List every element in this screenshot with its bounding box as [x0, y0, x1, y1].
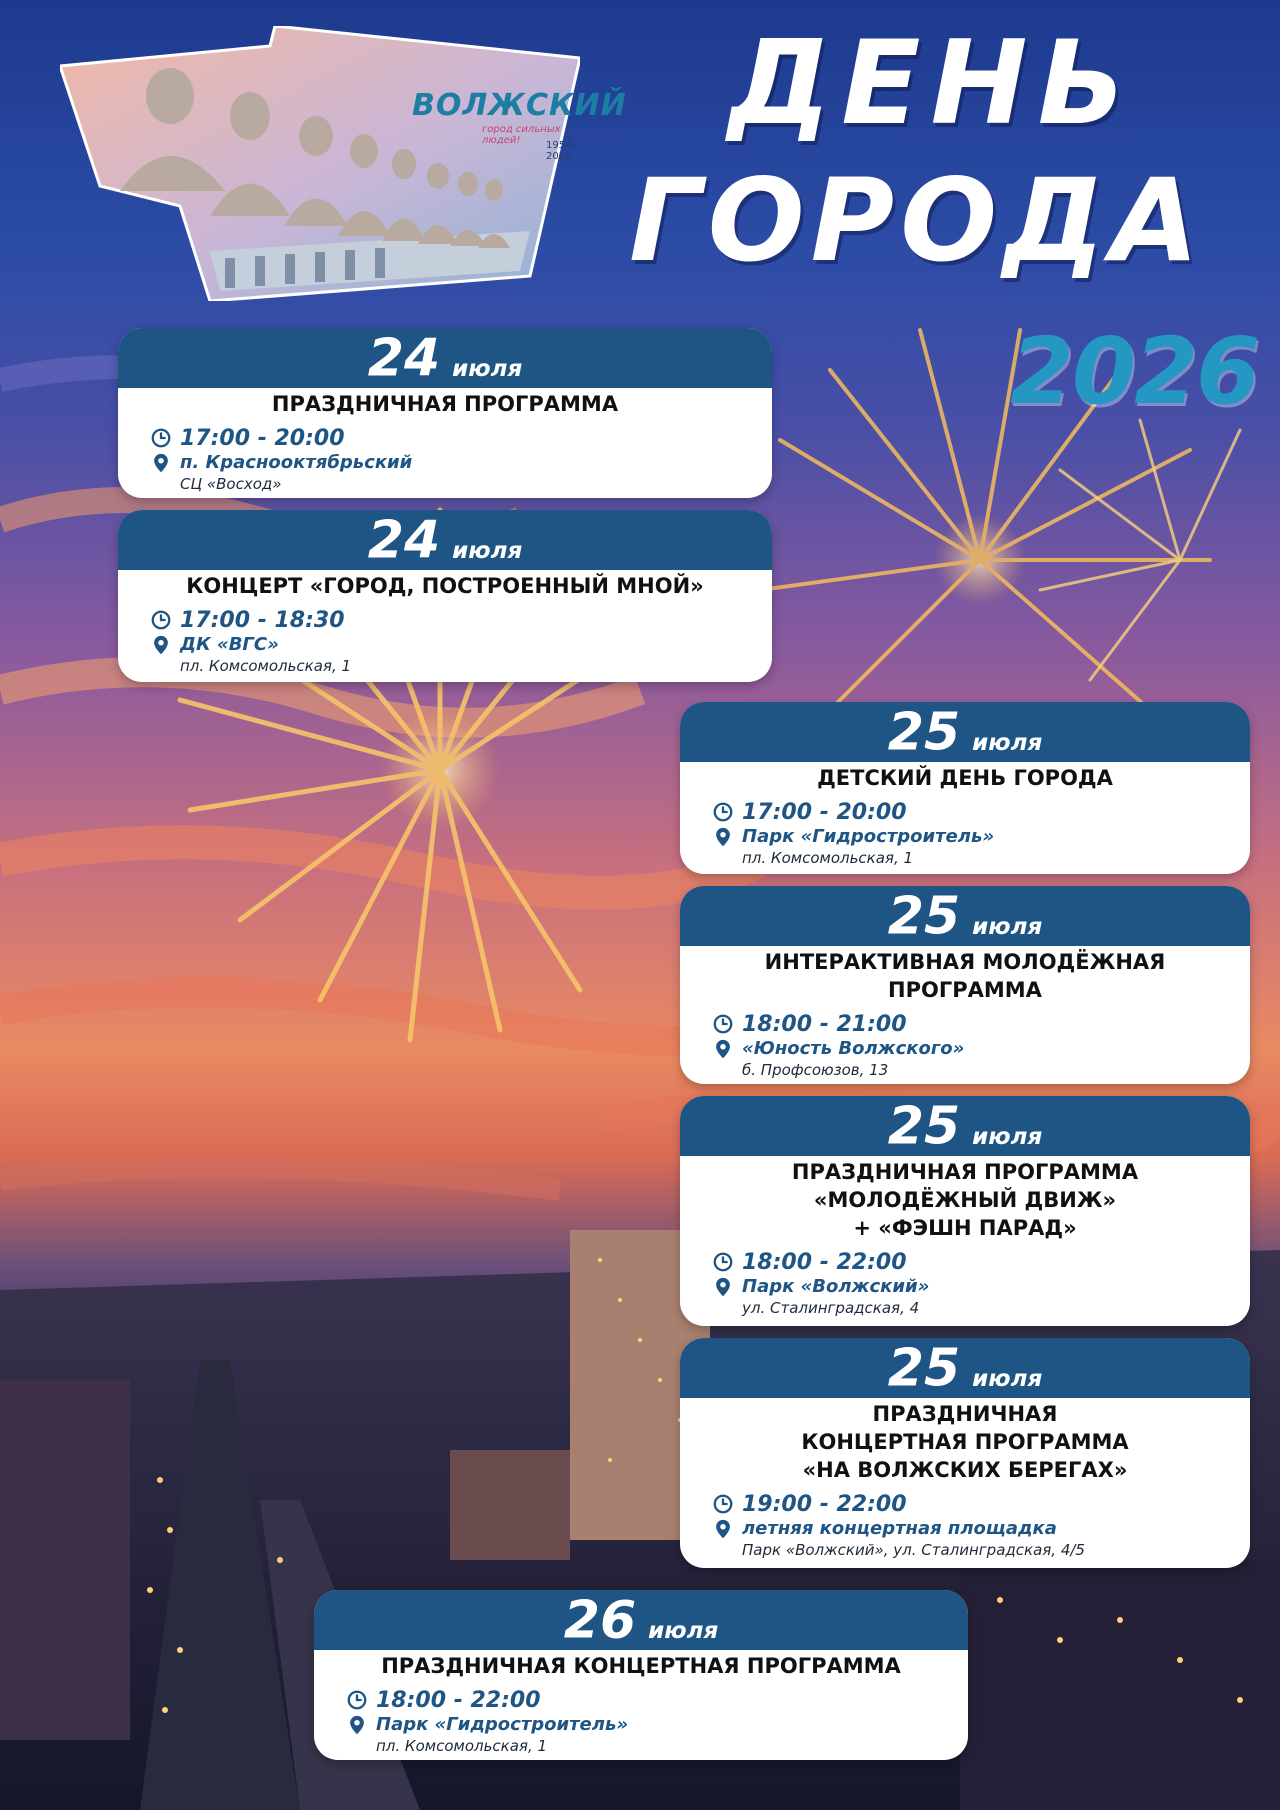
event-time: 19:00 - 22:00: [742, 1491, 907, 1517]
event-place: п. Краснооктябрьский: [180, 452, 413, 473]
event-address: ул. Сталинградская, 4: [742, 1299, 920, 1317]
event-title-line: «МОЛОДЁЖНЫЙ ДВИЖ»: [813, 1188, 1117, 1212]
event-date-header: [118, 510, 772, 570]
event-details: [118, 418, 772, 494]
event-place-row: [712, 826, 1250, 868]
event-month: июля: [972, 1365, 1043, 1392]
event-details: [680, 1004, 1250, 1080]
event-title-line: ИНТЕРАКТИВНАЯ МОЛОДЁЖНАЯ: [764, 950, 1166, 974]
event-title-line: ПРОГРАММА: [888, 978, 1042, 1002]
event-title-line: КОНЦЕРТНАЯ ПРОГРАММА: [801, 1430, 1129, 1454]
clock-icon: [712, 1251, 734, 1273]
event-place-row: [346, 1714, 968, 1756]
title-year: 2026: [1010, 318, 1259, 425]
event-card: [118, 510, 772, 682]
clock-icon: [346, 1689, 368, 1711]
event-day: 25: [887, 702, 961, 763]
event-address: пл. Комсомольская, 1: [376, 1737, 548, 1755]
event-time: 17:00 - 18:30: [180, 607, 345, 633]
event-details: [314, 1680, 968, 1756]
event-day: 26: [563, 1590, 637, 1651]
event-time-row: [712, 1010, 1250, 1038]
event-date-header: [680, 702, 1250, 762]
title-line-1: ДЕНЬ: [727, 16, 1137, 151]
event-time-row: [150, 606, 772, 634]
location-pin-icon: [346, 1714, 368, 1736]
event-time: 17:00 - 20:00: [180, 425, 345, 451]
event-month: июля: [972, 913, 1043, 940]
logo-slogan: город сильных людей!: [482, 124, 561, 146]
event-title-line: ПРАЗДНИЧНАЯ: [872, 1402, 1058, 1426]
event-place: Парк «Гидростроитель»: [376, 1714, 629, 1735]
clock-icon: [150, 427, 172, 449]
monument-illustration: [60, 26, 580, 301]
location-pin-icon: [712, 826, 734, 848]
event-address: пл. Комсомольская, 1: [180, 657, 352, 675]
event-title-line: ПРАЗДНИЧНАЯ ПРОГРАММА: [271, 392, 619, 416]
event-title-line: «НА ВОЛЖСКИХ БЕРЕГАХ»: [802, 1458, 1128, 1482]
event-month: июля: [648, 1617, 719, 1644]
event-day: 25: [887, 1096, 961, 1157]
event-date-header: [680, 886, 1250, 946]
event-address: б. Профсоюзов, 13: [742, 1061, 889, 1079]
event-place: ДК «ВГС»: [180, 634, 279, 655]
event-day: 24: [367, 328, 441, 389]
event-place-row: [712, 1518, 1250, 1560]
event-time: 18:00 - 22:00: [376, 1687, 541, 1713]
event-card: [680, 1096, 1250, 1326]
event-title-line: ДЕТСКИЙ ДЕНЬ ГОРОДА: [817, 766, 1113, 790]
event-time-row: [712, 1490, 1250, 1518]
event-place: «Юность Волжского»: [742, 1038, 965, 1059]
event-day: 25: [887, 886, 961, 947]
event-date-header: [680, 1338, 1250, 1398]
event-place: Парк «Гидростроитель»: [742, 826, 995, 847]
event-place-row: [712, 1038, 1250, 1080]
event-card: [680, 702, 1250, 874]
event-day: 25: [887, 1338, 961, 1399]
clock-icon: [150, 609, 172, 631]
location-pin-icon: [712, 1038, 734, 1060]
event-time: 18:00 - 21:00: [742, 1011, 907, 1037]
event-address: СЦ «Восход»: [180, 475, 282, 493]
event-date-header: [314, 1590, 968, 1650]
event-card: [314, 1590, 968, 1760]
event-time-row: [712, 1248, 1250, 1276]
event-time: 18:00 - 22:00: [742, 1249, 907, 1275]
event-date-header: [118, 328, 772, 388]
event-place: летняя концертная площадка: [742, 1518, 1057, 1539]
event-card: [680, 886, 1250, 1084]
event-address: Парк «Волжский», ул. Сталинградская, 4/5: [742, 1541, 1085, 1559]
event-title: [118, 570, 772, 600]
event-address: пл. Комсомольская, 1: [742, 849, 914, 867]
logo-years: 1954-2026: [546, 140, 576, 162]
event-title-line: ПРАЗДНИЧНАЯ ПРОГРАММА: [791, 1160, 1139, 1184]
event-place-row: [150, 452, 772, 494]
event-title: [680, 762, 1250, 792]
event-title: [680, 1398, 1250, 1484]
event-title: [118, 388, 772, 418]
city-logo-card: [60, 26, 627, 301]
event-month: июля: [452, 537, 523, 564]
page-title: [602, 16, 1262, 287]
clock-icon: [712, 1493, 734, 1515]
event-title-line: + «ФЭШН ПАРАД»: [853, 1216, 1077, 1240]
event-details: [680, 792, 1250, 868]
logo-city-name: ВОЛЖСКИЙ: [412, 88, 627, 123]
event-day: 24: [367, 510, 441, 571]
event-time-row: [712, 798, 1250, 826]
location-pin-icon: [712, 1276, 734, 1298]
event-place-row: [150, 634, 772, 676]
location-pin-icon: [150, 634, 172, 656]
event-card: [118, 328, 772, 498]
event-place: Парк «Волжский»: [742, 1276, 930, 1297]
event-month: июля: [452, 355, 523, 382]
event-title-line: КОНЦЕРТ «ГОРОД, ПОСТРОЕННЫЙ МНОЙ»: [186, 574, 704, 598]
event-time: 17:00 - 20:00: [742, 799, 907, 825]
event-card: [680, 1338, 1250, 1568]
event-details: [680, 1484, 1250, 1560]
event-time-row: [346, 1686, 968, 1714]
event-place-row: [712, 1276, 1250, 1318]
event-title: [680, 1156, 1250, 1242]
title-line-2: ГОРОДА: [629, 154, 1205, 287]
location-pin-icon: [712, 1518, 734, 1540]
clock-icon: [712, 1013, 734, 1035]
event-details: [118, 600, 772, 676]
location-pin-icon: [150, 452, 172, 474]
event-month: июля: [972, 1123, 1043, 1150]
event-month: июля: [972, 729, 1043, 756]
event-details: [680, 1242, 1250, 1318]
event-title: [314, 1650, 968, 1680]
event-title: [680, 946, 1250, 1004]
event-date-header: [680, 1096, 1250, 1156]
clock-icon: [712, 801, 734, 823]
event-title-line: ПРАЗДНИЧНАЯ КОНЦЕРТНАЯ ПРОГРАММА: [381, 1654, 901, 1678]
event-time-row: [150, 424, 772, 452]
